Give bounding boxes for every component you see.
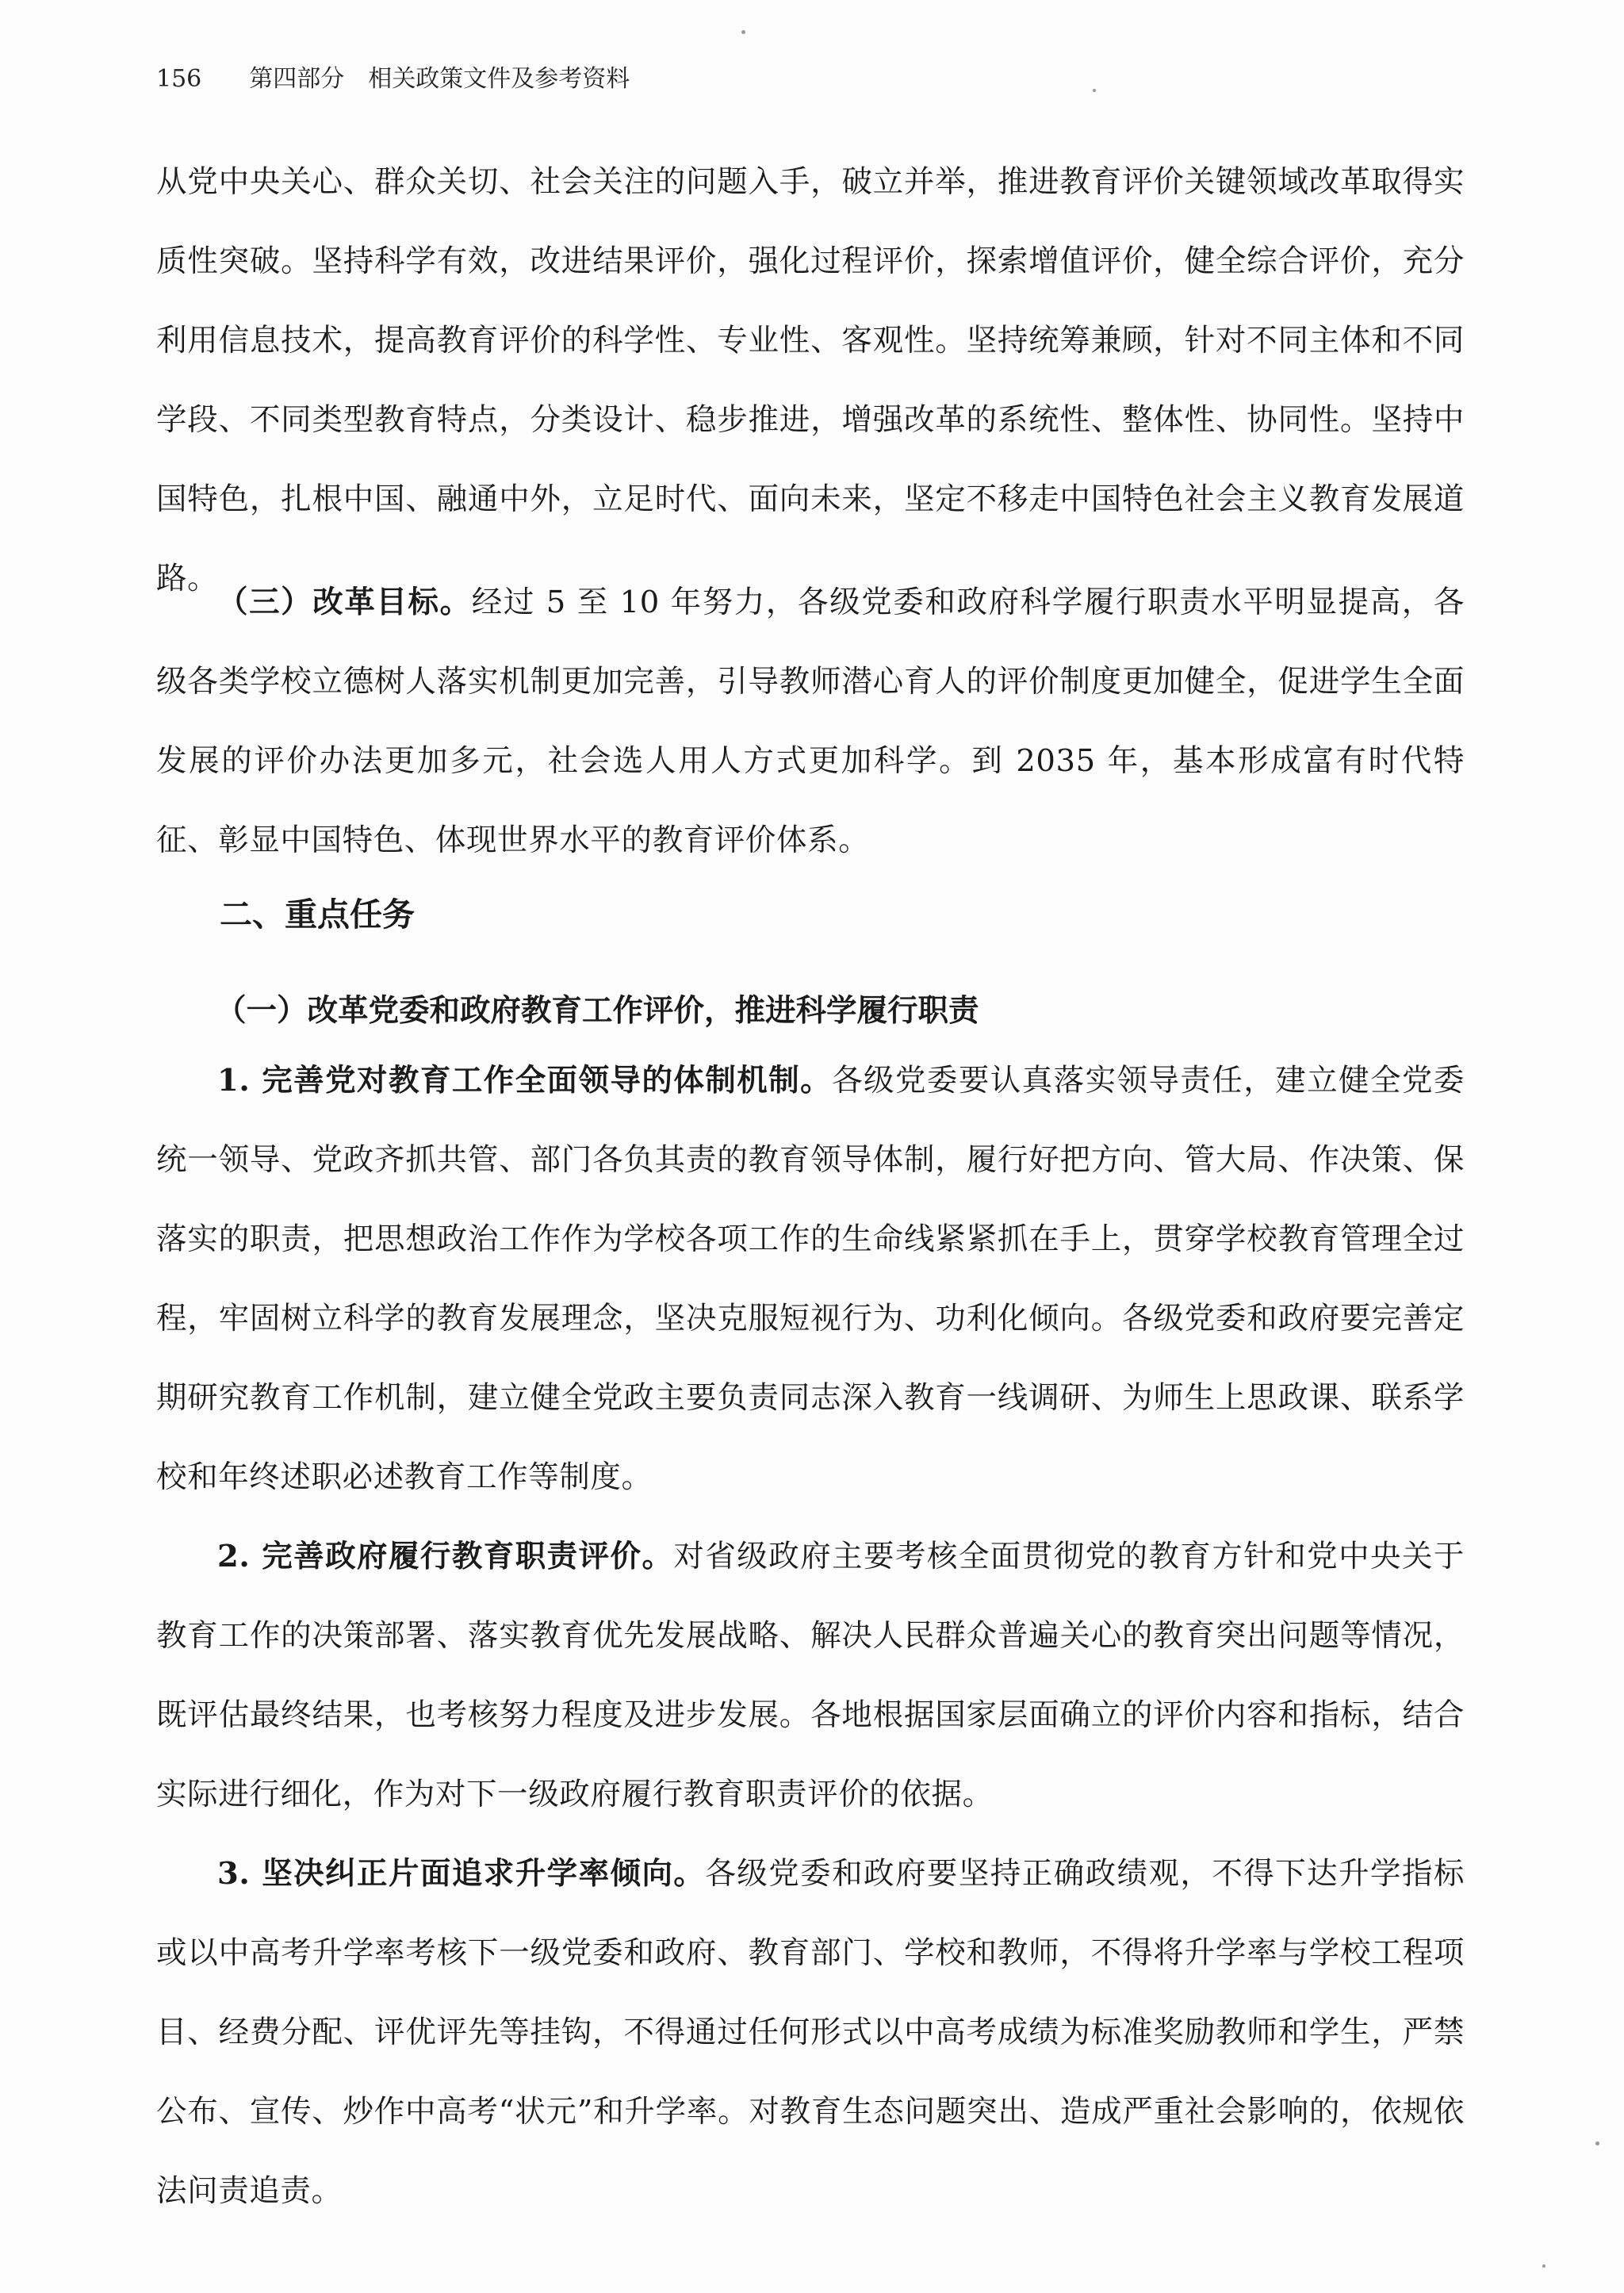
part-label: 第四部分 [249, 65, 345, 93]
subsection-heading: （一）改革党委和政府教育工作评价，推进科学履行职责 [216, 993, 979, 1029]
task-item-3-lead: 3. 坚决纠正片面追求升学率倾向。 [217, 1856, 706, 1892]
paragraph-goals [156, 563, 1465, 880]
task-item-1-lead: 1. 完善党对教育工作全面领导的体制机制。 [217, 1063, 833, 1099]
tasks-block [156, 1041, 1465, 2231]
task-item-3-text: 各级党委和政府要坚持正确政绩观，不得下达升学指标或以中高考升学率考核下一级党委和政府、教育部门、学校和教师，不得将升学率与学校工程项目、经费分配、评优评先等挂钩，不得通过任何形式以中高考成绩为标准奖励教师和学生，严禁公布、宣传、炒作中高考“状元”和升学率。对教育生态问题突出、造成严重社会影响的，依规依法问责追责。 [156, 1856, 1465, 2209]
running-head [156, 63, 630, 95]
goals-text: 经过 5 至 10 年努力，各级党委和政府科学履行职责水平明显提高，各级各类学校立德树人落实机制更加完善，引导教师潜心育人的评价制度更加健全，促进学生全面发展的评价办法更加多元，社会选人用人方式更加科学。到 2035 年，基本形成富有时代特征、彰显中国特色、体现世界水平的教育评价体系。 [156, 585, 1465, 858]
page-number: 156 [156, 65, 202, 93]
section-heading: 二、重点任务 [220, 895, 415, 934]
scan-speck [1093, 89, 1096, 92]
scan-speck [1542, 2264, 1545, 2268]
task-item-2-text: 对省级政府主要考核全面贯彻党的教育方针和党中央关于教育工作的决策部署、落实教育优先发展战略、解决人民群众普遍关心的教育突出问题等情况，既评估最终结果，也考核努力程度及进步发展。各地根据国家层面确立的评价内容和指标，结合实际进行细化，作为对下一级政府履行教育职责评价的依据。 [156, 1539, 1465, 1812]
scan-speck [1595, 2142, 1599, 2145]
scan-speck [741, 30, 745, 34]
task-item-2-lead: 2. 完善政府履行教育职责评价。 [217, 1539, 674, 1574]
goals-block [156, 563, 1465, 880]
task-item-1 [156, 1041, 1465, 1517]
task-item-2 [156, 1517, 1465, 1835]
task-item-3 [156, 1835, 1465, 2231]
principles-block [156, 143, 1465, 619]
paragraph-principles: 从党中央关心、群众关切、社会关注的问题入手，破立并举，推进教育评价关键领域改革取得实质性突破。坚持科学有效，改进结果评价，强化过程评价，探索增值评价，健全综合评价，充分利用信息技术，提高教育评价的科学性、专业性、客观性。坚持统筹兼顾，针对不同主体和不同学段、不同类型教育特点，分类设计、稳步推进，增强改革的系统性、整体性、协同性。坚持中国特色，扎根中国、融通中外，立足时代、面向未来，坚定不移走中国特色社会主义教育发展道路。 [156, 164, 1465, 596]
task-item-1-text: 各级党委要认真落实领导责任，建立健全党委统一领导、党政齐抓共管、部门各负其责的教育领导体制，履行好把方向、管大局、作决策、保落实的职责，把思想政治工作作为学校各项工作的生命线紧紧抓在手上，贯穿学校教育管理全过程，牢固树立科学的教育发展理念，坚决克服短视行为、功利化倾向。各级党委和政府要完善定期研究教育工作机制，建立健全党政主要负责同志深入教育一线调研、为师生上思政课、联系学校和年终述职必述教育工作等制度。 [156, 1063, 1465, 1495]
goals-lead: （三）改革目标。 [217, 585, 472, 620]
book-section-title: 相关政策文件及参考资料 [368, 65, 630, 93]
